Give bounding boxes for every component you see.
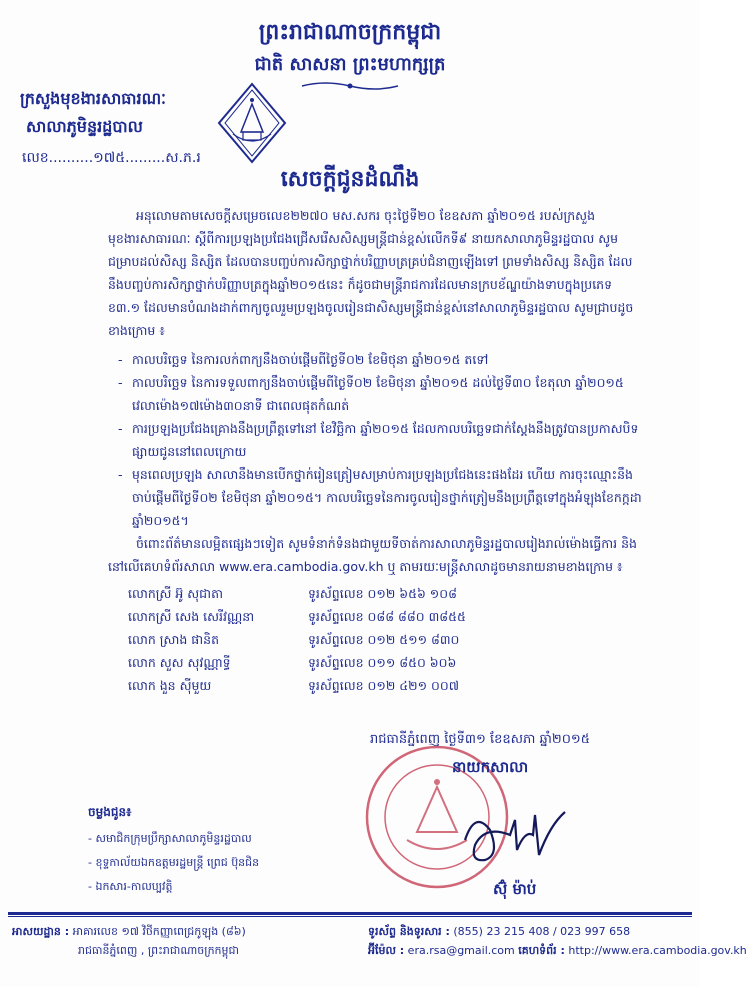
footer-divider-thin [8, 916, 692, 917]
contact-phone: ទូរស័ព្ទលេខ ០១២ ៤២១ ០០៧ [308, 678, 459, 693]
signer-name: ស៊ុំ ម៉ាប់ [493, 880, 537, 898]
contact-row [128, 582, 648, 605]
cc-item: - ខុទ្ទកាល័យឯកឧត្តមរដ្ឋមន្ត្រី ព្រេជ ប៊ុនជិន [88, 856, 260, 869]
cc-block [88, 804, 259, 904]
reference-number: លេខ..........១៧៥.........ស.ភ.រ [22, 150, 201, 166]
contact-phone: ទូរស័ព្ទលេខ ០១២ ៦៥៦ ១០៨ [308, 586, 457, 601]
phone-label: ទូរស័ព្ទ និងទូរសារ : [368, 925, 450, 938]
footer-divider [8, 912, 692, 915]
footer-contact [368, 925, 747, 963]
contact-name: លោកស្រី សេង សេរីវណ្ណនា [128, 609, 255, 624]
contact-name: លោក ងួន ស៊ីមួយ [128, 678, 212, 693]
web-label: គេហទំព័រ : [518, 944, 565, 957]
phone-value: (855) 23 215 408 / 023 997 658 [453, 925, 631, 938]
address-line-1: អាគារលេខ ១៧ វិថីកញ្ញាពេជ្រកូឡុង (៨៦) [72, 925, 246, 938]
contact-phone: ទូរស័ព្ទលេខ ០១១ ៨៥០ ៦០៦ [308, 655, 457, 670]
contact-phone: ទូរស័ព្ទលេខ ០១២ ៥១១ ៨៣០ [308, 632, 460, 647]
list-item: - ការប្រឡងប្រជែងគ្រោងនឹងប្រព្រឹត្តទៅនៅ ខែវិច្ឆិកា ឆ្នាំ២០១៥ ដែលកាលបរិច្ឆេទជាក់ស្តែងនឹងត្រូវបានប្រកាសបិទផ្សាយជូននៅពេលក្រោយ [118, 417, 648, 463]
cc-item: - ឯកសារ-កាលប្បវត្តិ [88, 880, 173, 893]
list-item: - កាលបរិច្ឆេទ នៃការលក់ពាក្យនឹងចាប់ផ្តើមពីថ្ងៃទី០២ ខែមិថុនា ឆ្នាំ២០១៥ តទៅ [118, 348, 648, 371]
contact-row [128, 628, 648, 651]
footer-address [12, 925, 342, 963]
royal-school-emblem-icon [215, 82, 289, 164]
contact-name: លោកស្រី អ៊ូ សុជាតា [128, 586, 223, 601]
contact-row [128, 674, 648, 697]
list-item: - មុនពេលប្រឡង សាលានឹងមានបើកថ្នាក់រៀនត្រៀមសម្រាប់ការប្រឡងប្រជែងនេះផងដែរ ហើយ ការចុះឈ្មោះនឹងចាប់ផ្តើមពីថ្ងៃទី០២ ខែមិថុនា ឆ្នាំ២០១៥។ កាលបរិច្ឆេទនៃការចូលរៀនថ្នាក់ត្រៀមនឹងប្រព្រឹត្តទៅក្នុងអំឡុងខែកក្កដា ឆ្នាំ២០១៥។ [118, 463, 648, 532]
contact-name: លោក សួស សុវណ្ណាទ្ធី [128, 655, 231, 670]
heading-ornament [300, 80, 400, 92]
director-title: នាយកសាលា [452, 758, 529, 776]
handwritten-signature [455, 800, 575, 870]
ministry-name: ក្រសួងមុខងារសាធារណៈ [20, 89, 166, 108]
kingdom-heading: ព្រះរាជាណាចក្រកម្ពុជា [258, 20, 442, 45]
contact-name: លោក ស្រាង ផានិត [128, 632, 220, 647]
website-link[interactable]: http://www.era.cambodia.gov.kh [568, 944, 747, 957]
info-paragraph: ចំពោះព័ត៌មានលម្អិតផ្សេងៗទៀត សូមទំនាក់ទំនងជាមួយទីចាត់ការសាលាភូមិន្ទរដ្ឋបាលរៀងរាល់ម៉ោងធ្វើការ និងនៅលើគេហទំព័រសាលា www.era.cambodia.gov.kh ឬ តាមរយៈមន្ត្រីសាលាដូចមានរាយនាមខាងក្រោម ៖ [108, 536, 637, 574]
address-label: អាសយដ្ឋាន : [12, 925, 70, 938]
address-line-2: រាជធានីភ្នំពេញ , ព្រះរាជាណាចក្រកម្ពុជា [78, 944, 239, 957]
contact-phone: ទូរស័ព្ទលេខ ០៨៨ ៨៨០ ៣៨៥៥ [308, 609, 466, 624]
contact-row [128, 605, 648, 628]
issue-date: រាជធានីភ្នំពេញ ថ្ងៃទី៣១ ខែឧសភា ឆ្នាំ២០១៥ [370, 732, 590, 747]
national-motto: ជាតិ សាសនា ព្រះមហាក្សត្រ [254, 54, 446, 75]
cc-item: - សមាជិកក្រុមប្រឹក្សាសាលាភូមិន្ទរដ្ឋបាល [88, 832, 252, 845]
email-link[interactable]: era.rsa@gmail.com [407, 944, 515, 957]
document-title: សេចក្តីជូនដំណឹង [280, 167, 420, 192]
intro-paragraph: អនុលោមតាមសេចក្តីសម្រេចលេខ២២៧០ មស.សករ ចុះថ្ងៃទី២០ ខែឧសភា ឆ្នាំ២០១៥ របស់ក្រសួងមុខងារសាធារណៈ ស្តីពីការប្រឡងប្រជែងជ្រើសរើសសិស្សមន្ត្រីជាន់ខ្ពស់លើកទី៩ នាយកសាលាភូមិន្ទរដ្ឋបាល សូមជម្រាបដល់សិស្ស និស្សិត ដែលបានបញ្ចប់ការសិក្សាថ្នាក់បរិញ្ញាបត្រគ្រប់ជំនាញឡើងទៅ ព្រមទាំងសិស្ស និស្សិត ដែលនឹងបញ្ចប់ការសិក្សាថ្នាក់បរិញ្ញាបត្រក្នុងឆ្នាំ២០១៥នេះ ក៏ដូចជាមន្ត្រីរាជការដែលមានក្របខ័ណ្ឌយ៉ាងទាបក្នុងប្រភេទ ខ៣.១ ដែលមានបំណងដាក់ពាក្យចូលរួមប្រឡងចូលរៀនជាសិស្សមន្ត្រីជាន់ខ្ពស់នៅសាលាភូមិន្ទរដ្ឋបាល សូមជ្រាបដូចខាងក្រោម ៖ [108, 208, 634, 338]
contact-row [128, 651, 648, 674]
contact-list [128, 582, 648, 697]
school-name: សាលាភូមិន្ទរដ្ឋបាល [26, 117, 143, 136]
email-label: អ៊ីម៉ែល : [368, 944, 405, 957]
list-item: - កាលបរិច្ឆេទ នៃការទទួលពាក្យនឹងចាប់ផ្តើមពីថ្ងៃទី០២ ខែមិថុនា ឆ្នាំ២០១៥ ដល់ថ្ងៃទី៣០ ខែតុលា ឆ្នាំ២០១៥ វេលាម៉ោង១៧ម៉ោង៣០នាទី ជាពេលផុតកំណត់ [118, 371, 648, 417]
footer [8, 921, 747, 983]
schedule-list [108, 348, 648, 532]
notice-body [108, 204, 648, 697]
cc-title: ចម្លងជូន៖ [88, 805, 132, 819]
